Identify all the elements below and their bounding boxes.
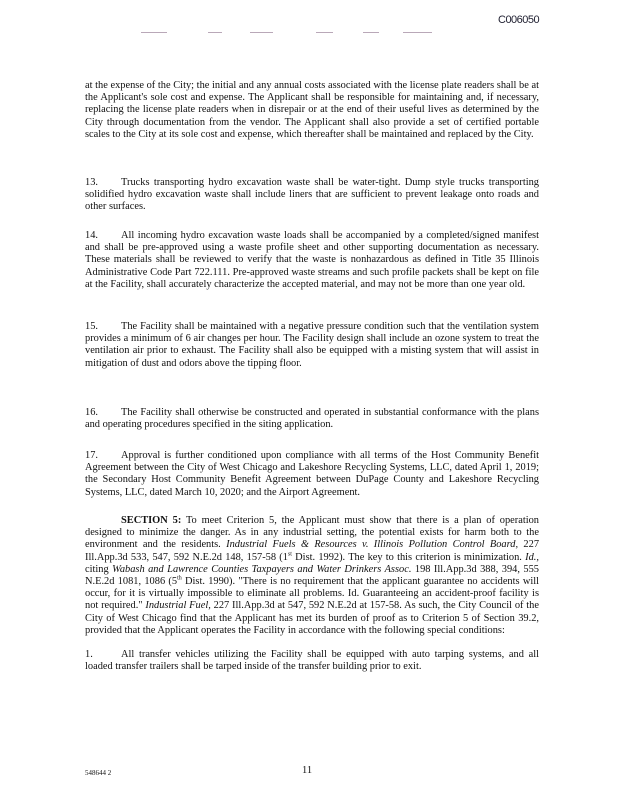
item-number: 17. (85, 450, 98, 461)
item-text: The Facility shall otherwise be constructed and operated in substantial conformance with the plans and operating procedures specified in the siting application. (85, 407, 539, 431)
paragraph-16 (85, 407, 539, 431)
item-number: 1. (85, 649, 93, 660)
item-text: The Facility shall be maintained with a negative pressure condition such that the ventilation system provides a minimum of 6 air changes per hour. The Facility design shall include an ozone system to treat the ventilation air prior to exhaust. The Facility shall also be equipped with a misting system that will assist in mitigation of dust and odors above the tipping floor. (85, 321, 539, 369)
header-mark (316, 32, 333, 33)
text: 227 Ill.App.3d at 547, 592 N.E.2d at 157-58. As such, the City Council of the City of West Chicago find that the Applicant has met its burden of proof as to Criterion 5 of Section 39.2, provided that the Applicant operates the Facility in accordance with the following special conditions: (85, 600, 539, 636)
paragraph-continued: at the expense of the City; the initial and any annual costs associated with the license plate readers shall be at the Applicant's sole cost and expense. The Applicant shall be responsible for maintaining and, if necessary, replacing the license plate readers when in disrepair or at the end of their useful lives as determined by the City through documentation from the vendor. The Applicant shall also provide a set of certified portable scales to the City at its sole cost and expense, which thereafter shall be maintained and replaced by the City. (85, 80, 539, 140)
text: 227 Ill.App.3d 533, 547, 592 N.E.2d 148, 157-58 (1 (85, 539, 540, 563)
section-heading: SECTION 5: (121, 515, 182, 526)
footer-doc-id: 548644 2 (85, 769, 112, 777)
header-mark (208, 32, 222, 33)
text: To meet Criterion 5, the Applicant must show that there is a plan of operation designed to minimize the danger. As in any industrial setting, the potential exists for harm both to the environment and the residents. (85, 515, 539, 551)
bates-number: C006050 (498, 14, 540, 26)
header-mark (363, 32, 379, 33)
text: 198 Ill.App.3d 388, 394, 555 N.E.2d 1081, 1086 (5 (85, 563, 539, 588)
text: Dist. 1992). The key to this criterion is minimization. (291, 551, 526, 563)
superscript: st (287, 551, 292, 558)
case-citation: Wabash and Lawrence Counties Taxpayers and Water Drinkers Assoc. (112, 563, 412, 575)
item-text: All incoming hydro excavation waste loads shall be accompanied by a completed/signed manifest and shall be pre-approved using a waste profile sheet and other supporting documentation as necessary. These materials shall be reviewed to verify that the waste is nonhazardous as defined in Title 35 Illinois Administrative Code Part 722.111. Pre-approved waste streams and such profile packets shall be kept on file at the Facility, shall accurately characterize the accepted material, and may not be more than one year old. (85, 230, 539, 290)
item-number: 16. (85, 407, 98, 418)
text: Dist. 1990). "There is no requirement that the applicant guarantee no accidents will occur, for it is virtually impossible to eliminate all problems. Id. Guaranteeing an accident-proof facility is not required." (85, 576, 539, 612)
text: citing (85, 563, 113, 575)
item-number: 14. (85, 230, 98, 241)
item-number: 13. (85, 177, 98, 188)
case-citation: Id., (525, 551, 539, 563)
paragraph-17 (85, 450, 539, 499)
item-number: 15. (85, 321, 98, 332)
item-text: All transfer vehicles utilizing the Facility shall be equipped with auto tarping systems, and all loaded transfer trailers shall be tarped inside of the transfer building prior to exit. (85, 649, 539, 673)
paragraph-15 (85, 321, 539, 370)
header-mark (250, 32, 273, 33)
item-text: Trucks transporting hydro excavation waste shall be water-tight. Dump style trucks transporting solidified hydro excavation waste shall include liners that are sufficient to prevent leakage onto roads and other surfaces. (85, 177, 539, 213)
header-mark (403, 32, 432, 33)
superscript: th (177, 575, 182, 582)
page-number: 11 (302, 765, 313, 776)
header-mark (141, 32, 167, 33)
condition-1 (85, 649, 539, 673)
paragraph-13 (85, 177, 539, 214)
case-citation: Industrial Fuels & Resources v. Illinois Pollution Control Board, (226, 539, 519, 551)
case-citation: Industrial Fuel, (145, 600, 211, 612)
paragraph-14 (85, 230, 539, 291)
item-text: Approval is further conditioned upon compliance with all terms of the Host Community Benefit Agreement between the City of West Chicago and Lakeshore Recycling Systems, LLC, dated April 1, 2019; the Secondary Host Community Benefit Agreement between DuPage County and Lakeshore Recycling Systems, LLC, dated March 10, 2020; and the Airport Agreement. (85, 450, 539, 498)
section-5-paragraph (85, 515, 539, 637)
